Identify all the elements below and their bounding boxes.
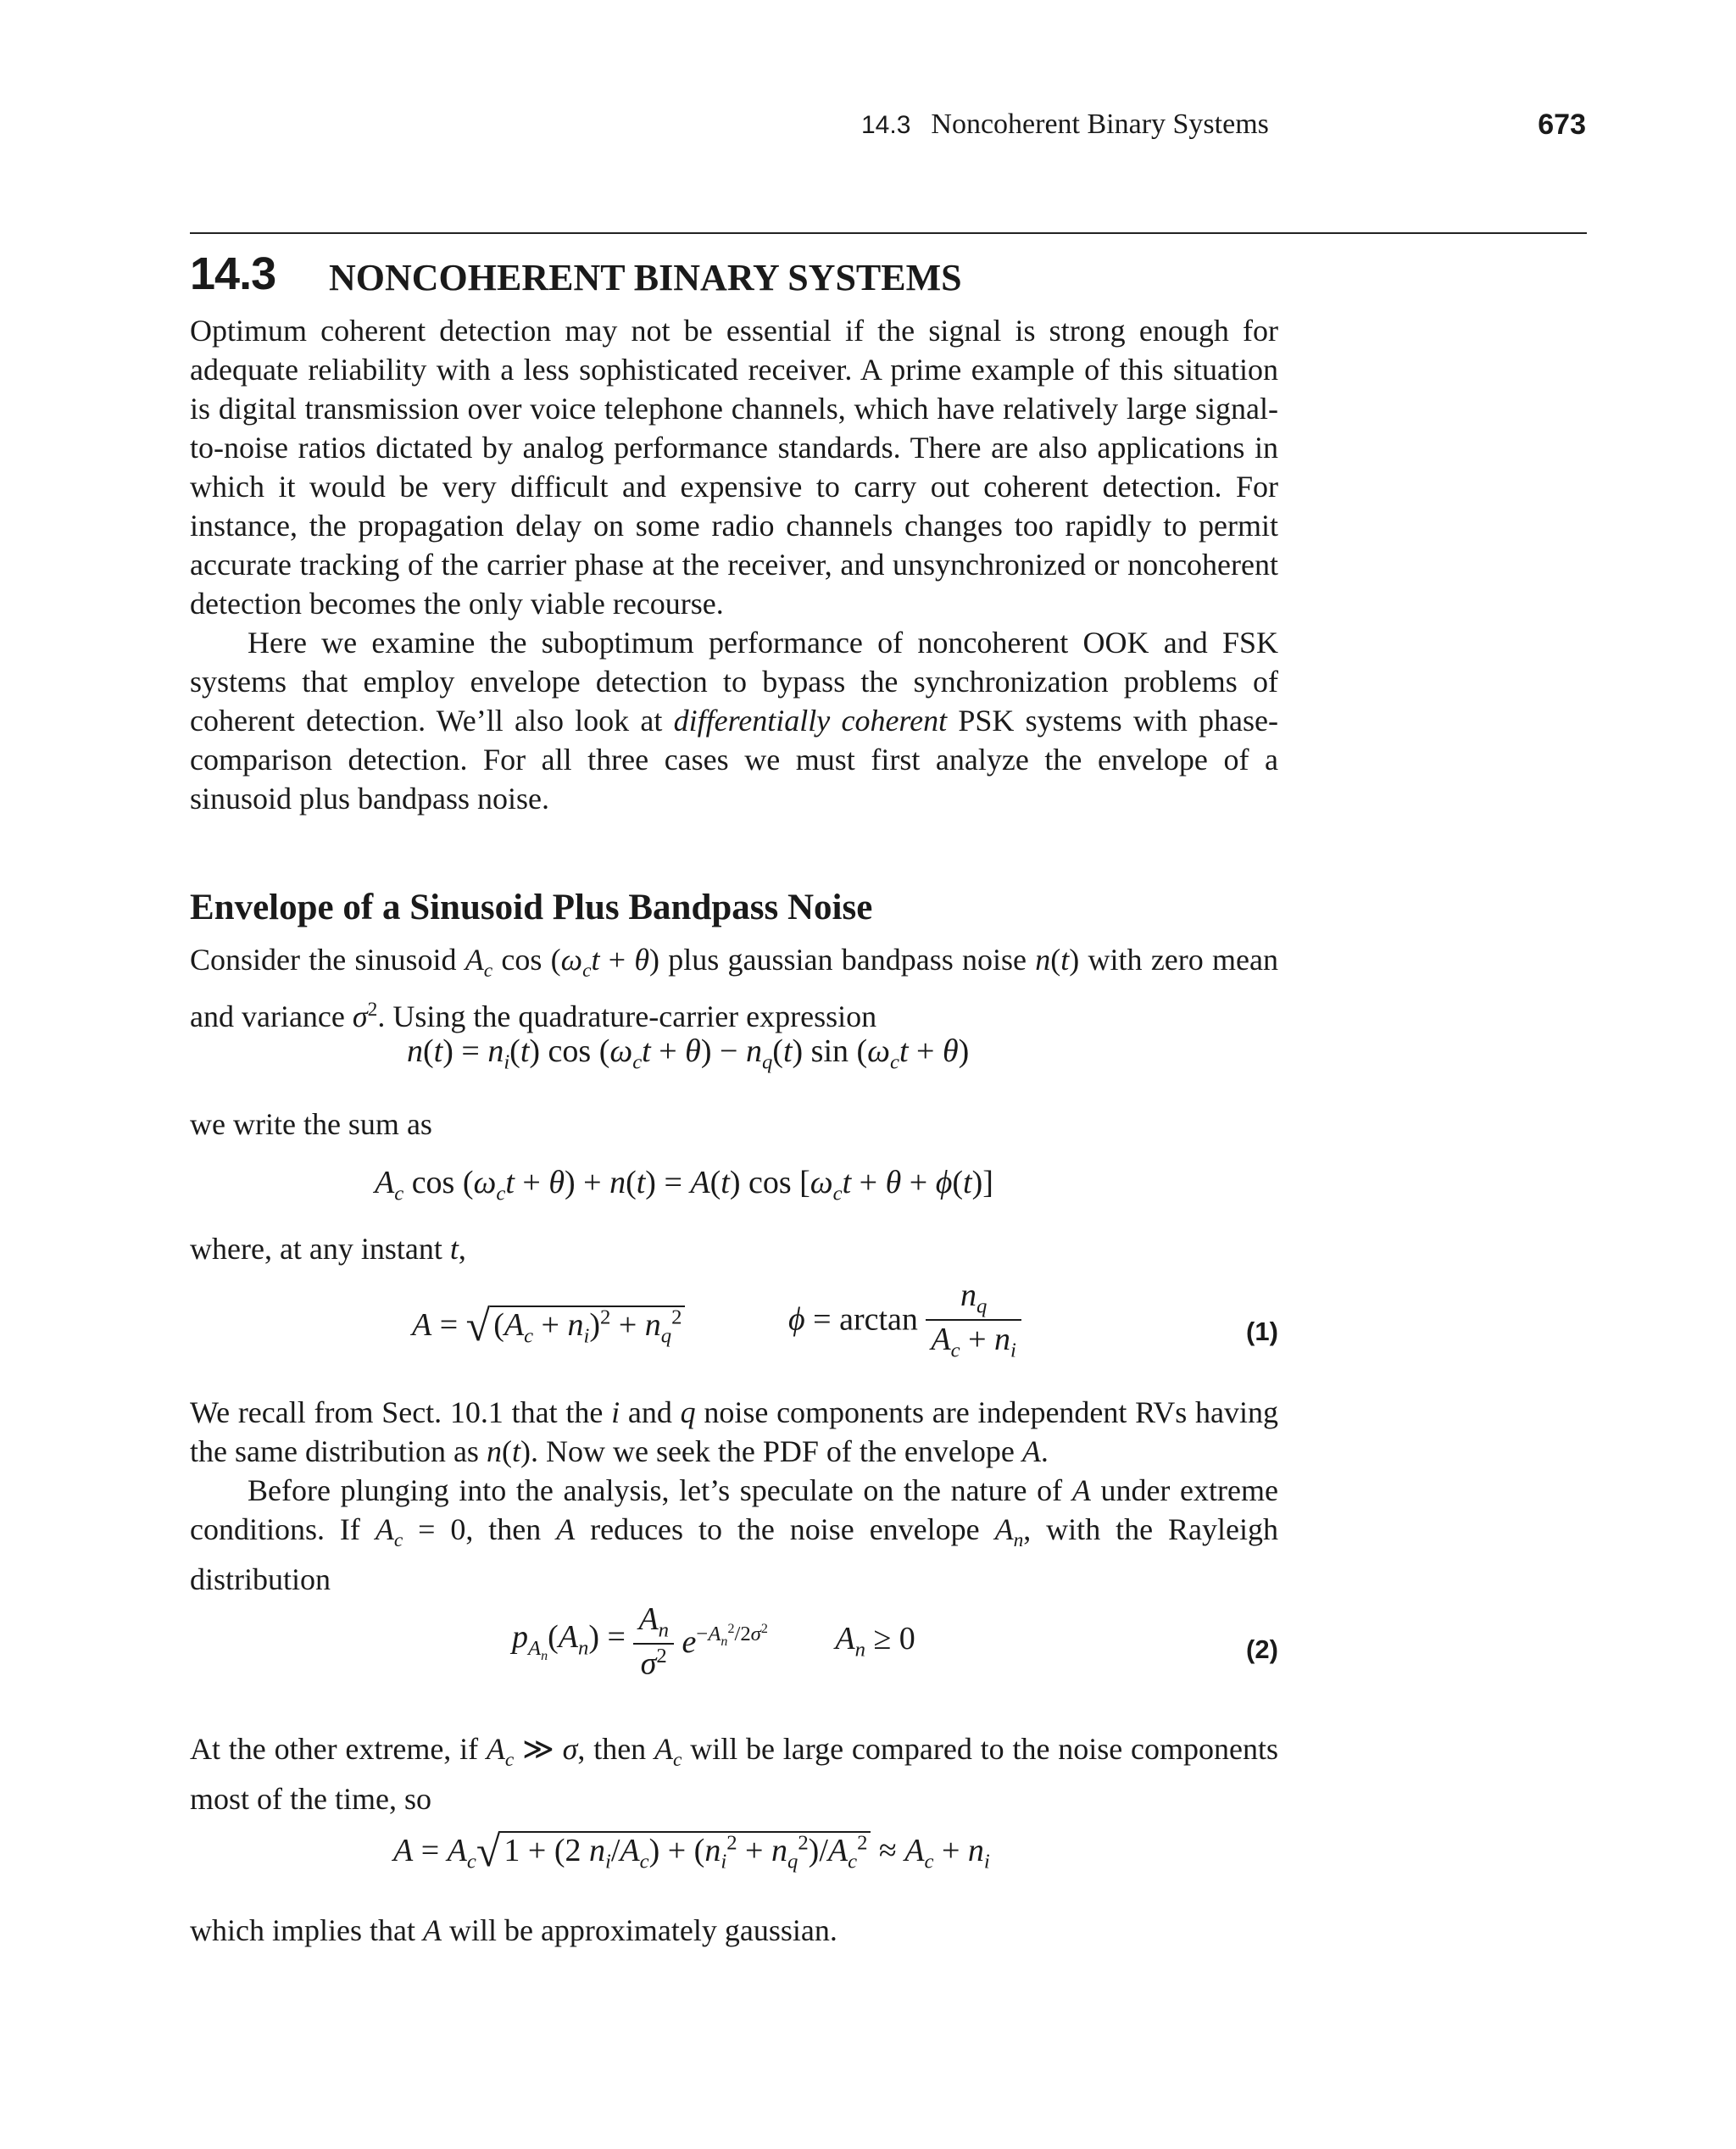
- consider-paragraph: Consider the sinusoid $A_c$ $\cos (\omega_ct + \theta)$ plus gaussian bandpass noise n(t) with zero mean and variance $\sigma^2$. Using the quadrature-carrier expression: [190, 943, 1278, 1034]
- where-line: where, at any instant t,: [190, 1232, 466, 1266]
- recall-paragraphs: We recall from Sect. 10.1 that the i and q noise components are independent RVs having the same distribution as n(t). Now we seek the PDF of the envelope A. Before plunging into the analysis, let’s speculate on the nature of A under extreme conditions. If $A_c = 0$, then A reduces to the noise envelope $A_n$, with the Rayleigh distribution: [190, 1395, 1278, 1597]
- emphasis-differentially-coherent: differentially coherent: [673, 704, 948, 738]
- section-number: 14.3: [190, 248, 276, 299]
- equation-1-phase: ϕ = arctan $\frac{n_q}{A_c + n_i}$: [788, 1277, 1021, 1362]
- equation-sum: $A_c$ $\cos (\omega_ct + \theta) + n(t) = A(t)$ $\cos [\omega_ct + \theta + \phi(t)]$: [375, 1165, 993, 1205]
- intro-text: [190, 311, 1278, 818]
- section-title: NONCOHERENT BINARY SYSTEMS: [329, 257, 962, 298]
- we-write-line: we write the sum as: [190, 1107, 432, 1141]
- page-number: 673: [1538, 109, 1586, 141]
- section-rule: [190, 232, 1587, 234]
- equation-2-number: (2): [1246, 1634, 1278, 1664]
- intro-paragraph-2: Here we examine the suboptimum performance of noncoherent OOK and FSK systems that employ envelope detection to bypass the synchronization problems of coherent detection. We’ll also look at differentially coherent PSK systems with phase-comparison detection. For all three cases we must first analyze the envelope of a sinusoid plus bandpass noise.: [190, 626, 1279, 816]
- running-header: [861, 109, 1269, 141]
- subsection-title: Envelope of a Sinusoid Plus Bandpass Noise: [190, 888, 873, 927]
- intro-paragraph-1: Optimum coherent detection may not be essential if the signal is strong enough for adequate reliability with a less sophisticated receiver. A prime example of this situation is digital transmission over voice telephone channels, which have relatively large signal-to-noise ratios dictated by analog performance standards. There are also applications in which it would be very difficult and expensive to carry out coherent detection. For instance, the propagation delay on some radio channels changes too rapidly to permit accurate tracking of the carrier phase at the receiver, and unsynchronized or noncoherent detection becomes the only viable recourse.: [190, 314, 1278, 621]
- equation-1-number: (1): [1246, 1317, 1278, 1346]
- equation-quadrature: $n(t) = n_i(t)$ $\cos (\omega_ct + \theta) - n_q(t)$ $\sin (\omega_ct + \theta)$: [407, 1033, 970, 1074]
- other-extreme-paragraph: At the other extreme, if $A_c$ ≫ σ, then $A_c$ will be large compared to the noise components most of the time, so: [190, 1732, 1279, 1817]
- running-header-section: 14.3: [861, 111, 911, 139]
- equation-approximation: $A = A_c√$ 1 + (2 $n_i/A_c) + (n_i^2 + n_q^2)/A_c^2 \approx A_c + n_i$: [393, 1828, 990, 1876]
- equation-2-rayleigh: $p_{A_n}(A_n)$ = $\frac{A_n}{\sigma^2}$ $e^{-A_n^2/2\sigma^2}$ $A_n \ge 0$: [512, 1601, 915, 1682]
- implies-line: which implies that A will be approximately gaussian.: [190, 1913, 837, 1947]
- running-header-title: Noncoherent Binary Systems: [931, 109, 1269, 140]
- equation-1-envelope: A = √ $(A_c + n_i)^2 + n_q^2$: [412, 1301, 685, 1351]
